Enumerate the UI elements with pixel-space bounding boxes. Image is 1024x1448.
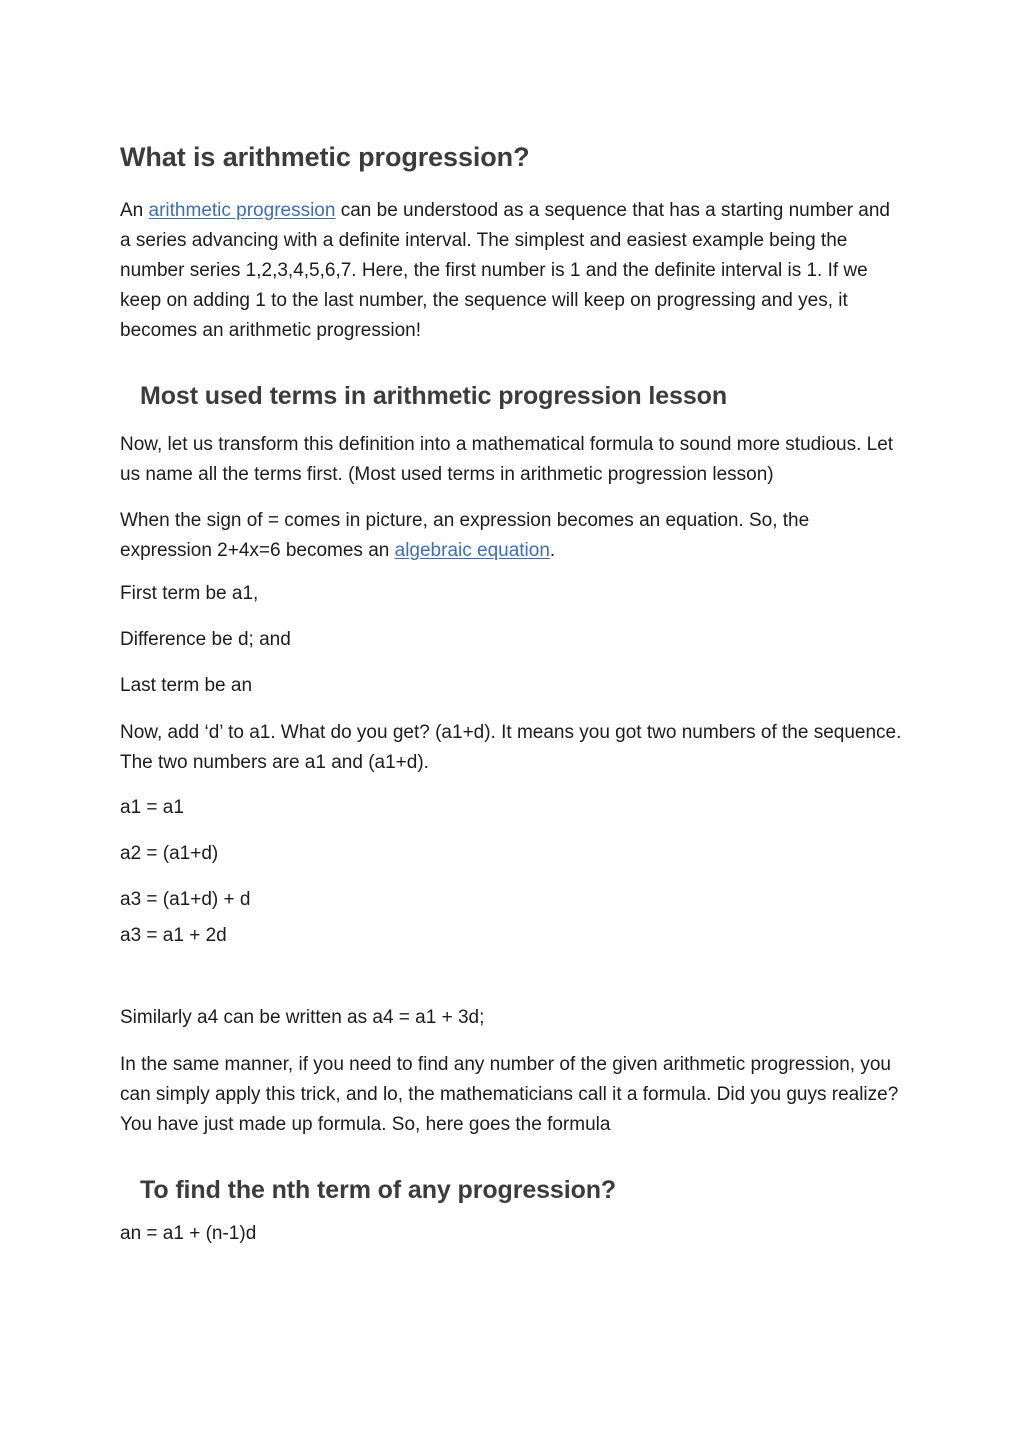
arithmetic-progression-link[interactable]: arithmetic progression <box>148 200 336 221</box>
definition-line: Difference be d; and <box>120 629 291 650</box>
equation-line: a1 = a1 <box>120 797 184 818</box>
algebraic-equation-link[interactable]: algebraic equation <box>394 540 550 561</box>
equation-text-after-link: . <box>549 540 556 561</box>
derivation-paragraph: Now, add ‘d’ to a1. What do you get? (a1+d). It means you got two numbers of the sequence. The two numbers are a1 and (a1+d). <box>120 722 902 773</box>
section-heading-most-used-terms: Most used terms in arithmetic progression lesson <box>140 382 728 410</box>
definition-line: First term be a1, <box>120 583 259 604</box>
blank-paragraph <box>120 958 904 988</box>
equation-definition-paragraph <box>120 506 904 566</box>
equation-line: a3 = (a1+d) + d <box>120 889 251 910</box>
intro-text-after-link: can be understood as a sequence that has a starting number and a series advancing with a definite interval. The simplest and easiest example being the number series 1,2,3,4,5,6,7. Here, the first number is 1 and the definite interval is 1. If we keep on adding 1 to the last number, the sequence will keep on progressing and yes, it becomes an arithmetic progression! <box>120 200 890 341</box>
equation-text-before-link: When the sign of = comes in picture, an expression becomes an equation. So, the expression 2+4x=6 becomes an <box>120 510 810 561</box>
closing-paragraph: In the same manner, if you need to find any number of the given arithmetic progression, you can simply apply this trick, and lo, the mathematicians call it a formula. Did you guys realize? You have just made up formula. So, here goes the formula <box>120 1054 899 1135</box>
equation-line: a2 = (a1+d) <box>120 843 219 864</box>
terms-intro-paragraph: Now, let us transform this definition into a mathematical formula to sound more studious. Let us name all the terms first. (Most used terms in arithmetic progression lesson) <box>120 434 894 485</box>
section-heading-nth-term: To find the nth term of any progression? <box>140 1176 617 1204</box>
equation-line: a3 = a1 + 2d <box>120 925 227 946</box>
nth-term-formula: an = a1 + (n-1)d <box>120 1223 257 1244</box>
similarly-line: Similarly a4 can be written as a4 = a1 + 3d; <box>120 1007 485 1028</box>
intro-paragraph <box>120 196 904 346</box>
document-body <box>120 140 904 1248</box>
page-title: What is arithmetic progression? <box>120 142 530 172</box>
intro-text-before-link: An <box>120 200 149 221</box>
definition-line: Last term be an <box>120 675 253 696</box>
